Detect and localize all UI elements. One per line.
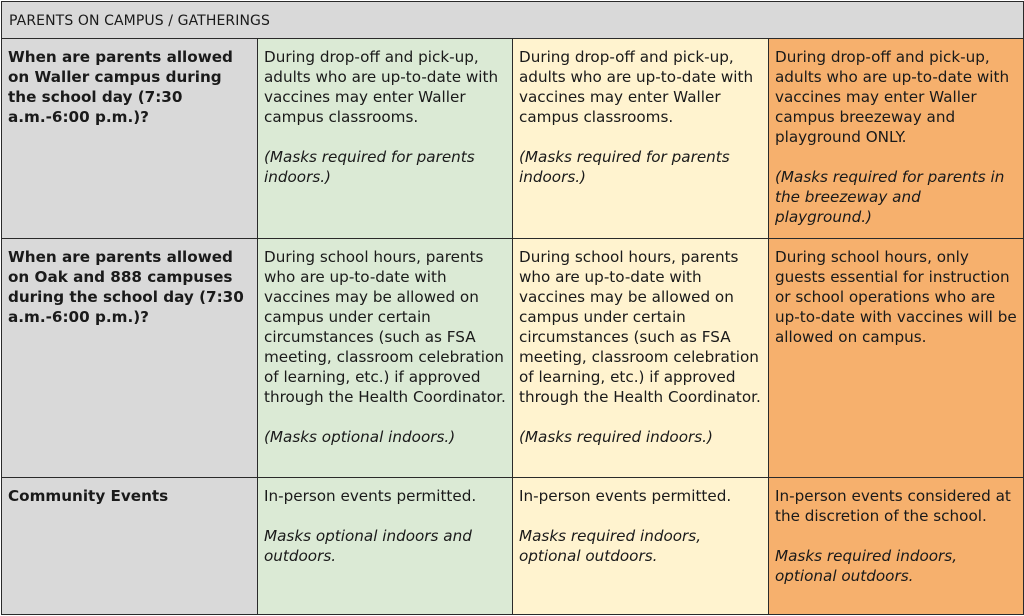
yellow-cell: [513, 39, 769, 239]
cell-note: Masks optional indoors and outdoors.: [264, 527, 472, 565]
policy-table: [1, 1, 1024, 615]
orange-cell: [769, 478, 1024, 615]
row-question: When are parents allowed on Oak and 888 campuses during the school day (7:30 a.m.-6:00 p.m.)?: [2, 239, 258, 478]
green-cell: [258, 478, 513, 615]
yellow-cell: [513, 239, 769, 478]
cell-text: During school hours, parents who are up-to-date with vaccines may be allowed on campus under certain circumstances (such as FSA meeting, classroom celebration of learning, etc.) if approved through the Health Coordinator.: [264, 248, 506, 406]
cell-note: (Masks required indoors.): [519, 428, 713, 446]
orange-cell: [769, 39, 1024, 239]
cell-note: Masks required indoors, optional outdoors.: [519, 527, 702, 565]
cell-text: During drop-off and pick-up, adults who are up-to-date with vaccines may enter Waller campus classrooms.: [264, 48, 499, 126]
cell-text: In-person events considered at the discretion of the school.: [775, 487, 1011, 525]
cell-note: (Masks required for parents indoors.): [264, 148, 475, 186]
row-question: When are parents allowed on Waller campus during the school day (7:30 a.m.-6:00 p.m.)?: [2, 39, 258, 239]
cell-note: (Masks required for parents in the breezeway and playground.): [775, 168, 1005, 226]
cell-text: In-person events permitted.: [519, 487, 732, 505]
cell-text: During school hours, parents who are up-to-date with vaccines may be allowed on campus under certain circumstances (such as FSA meeting, classroom celebration of learning, etc.) if approved through the Health Coordinator.: [519, 248, 761, 406]
table-header: PARENTS ON CAMPUS / GATHERINGS: [2, 2, 1024, 39]
row-question: Community Events: [2, 478, 258, 615]
cell-note: (Masks required for parents indoors.): [519, 148, 730, 186]
cell-text: During drop-off and pick-up, adults who are up-to-date with vaccines may enter Waller campus classrooms.: [519, 48, 754, 126]
green-cell: [258, 239, 513, 478]
cell-text: During drop-off and pick-up, adults who are up-to-date with vaccines may enter Waller campus breezeway and playground ONLY.: [775, 48, 1010, 146]
table-row: [2, 239, 1024, 478]
cell-note: (Masks optional indoors.): [264, 428, 456, 446]
table-row: [2, 39, 1024, 239]
table-row: [2, 478, 1024, 615]
cell-note: Masks required indoors, optional outdoors.: [775, 547, 958, 585]
yellow-cell: [513, 478, 769, 615]
cell-text: During school hours, only guests essential for instruction or school operations who are up-to-date with vaccines will be allowed on campus.: [775, 248, 1017, 346]
cell-text: In-person events permitted.: [264, 487, 477, 505]
orange-cell: [769, 239, 1024, 478]
green-cell: [258, 39, 513, 239]
